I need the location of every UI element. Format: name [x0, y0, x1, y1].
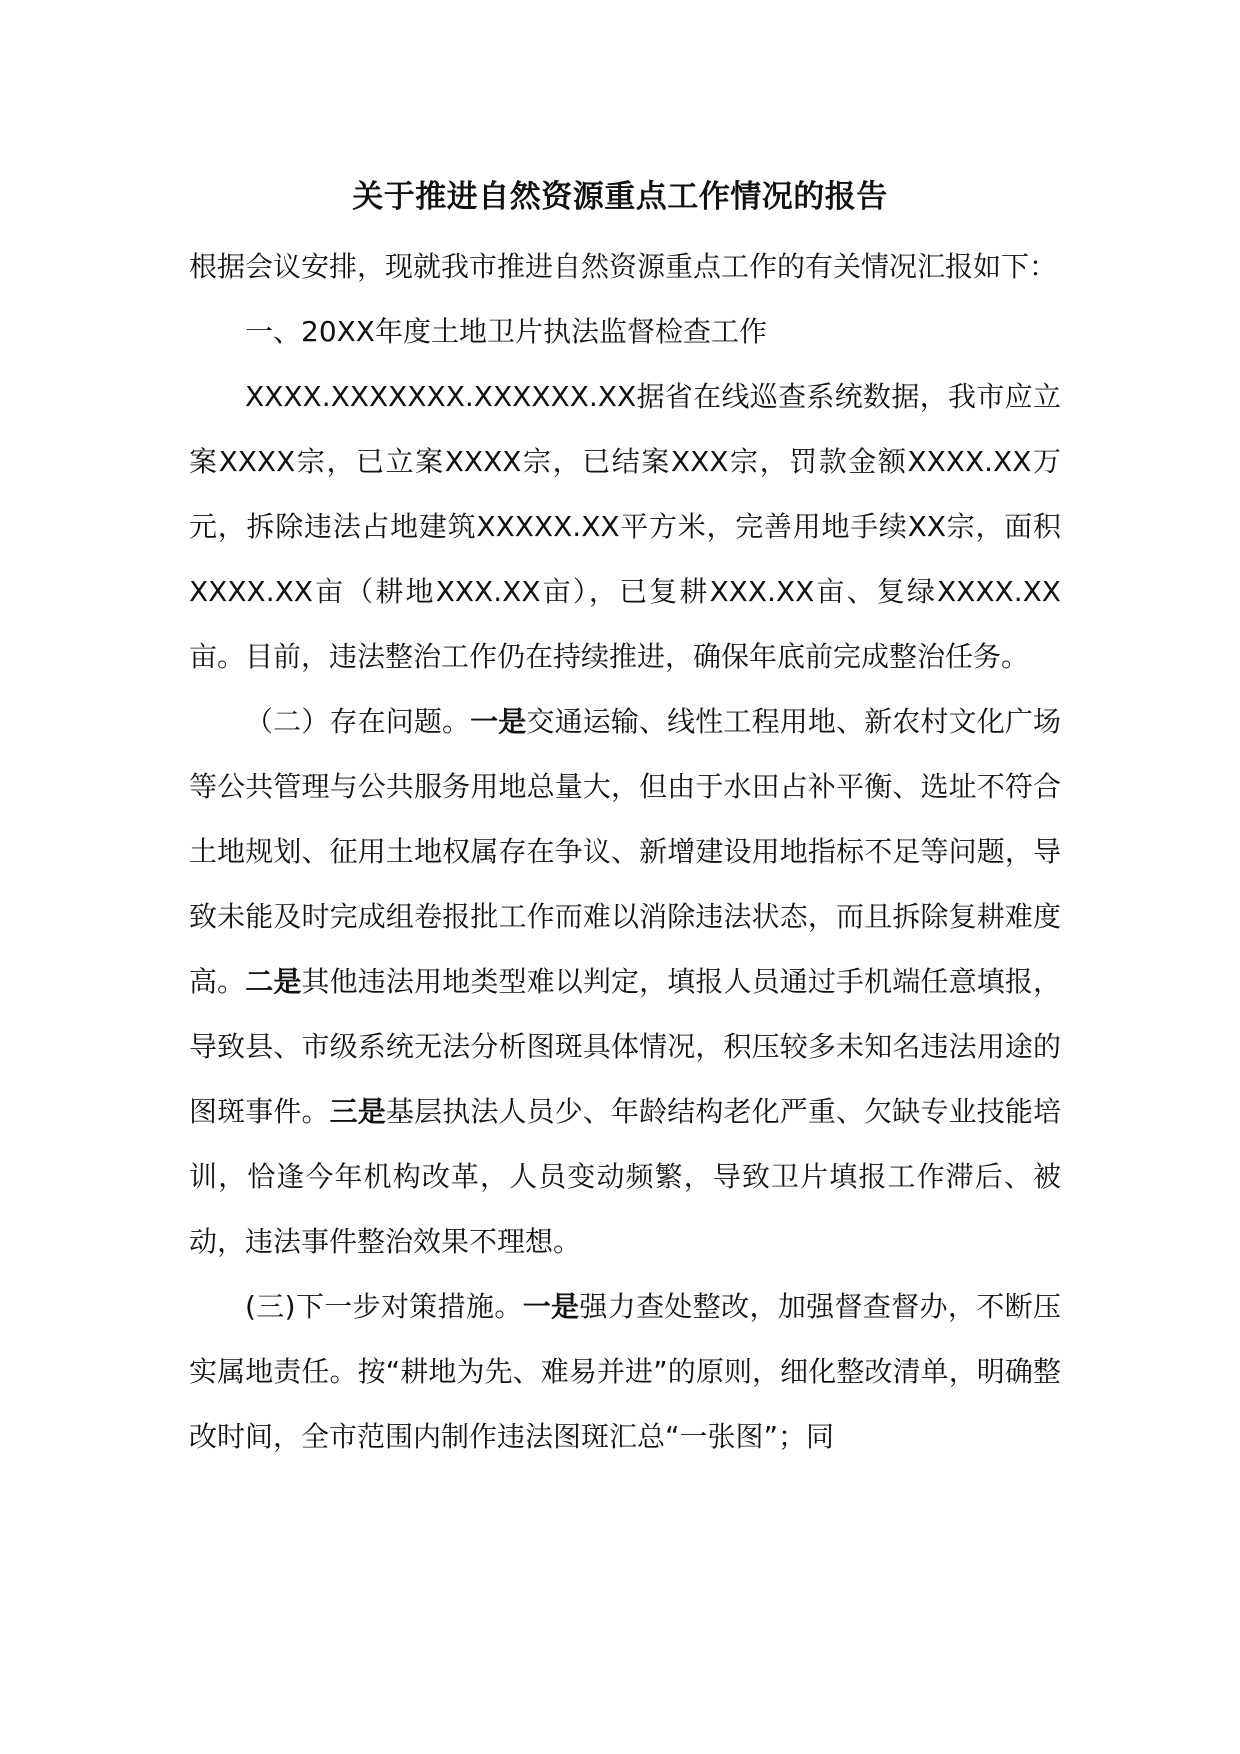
measure-lead-1: 一是 [522, 1290, 580, 1323]
problem-text-1: 交通运输、线性工程用地、新农村文化广场等公共管理与公共服务用地总量大，但由于水田占补平衡、选址不符合土地规划、征用土地权属存在争议、新增建设用地指标不足等问题，导致未能及时完成组卷报批工作而难以消除违法状态，而且拆除复耕难度高。 [189, 705, 1061, 998]
document-body [189, 234, 1061, 1469]
measures-paragraph [189, 1274, 1061, 1469]
document-title: 关于推进自然资源重点工作情况的报告 [352, 179, 888, 215]
problem-lead-3: 三是 [329, 1095, 386, 1128]
measure-text-1: 强力查处整改，加强督查督办，不断压实属地责任。按“耕地为先、难易并进”的原则，细化整改清单，明确整改时间，全市范围内制作违法图斑汇总“一张图”；同 [189, 1290, 1061, 1453]
problem-text-2: 其他违法用地类型难以判定，填报人员通过手机端任意填报，导致县、市级系统无法分析图斑具体情况，积压较多未知名违法用途的图斑事件。 [189, 965, 1061, 1128]
section-heading: 一、20XX年度土地卫片执法监督检查工作 [245, 315, 767, 348]
measures-heading: (三)下一步对策措施。 [245, 1290, 523, 1323]
problems-heading: （二）存在问题。 [245, 705, 471, 738]
problem-lead-1: 一是 [470, 705, 527, 738]
problem-lead-2: 二是 [245, 965, 302, 998]
statistics-paragraph: XXXX.XXXXXXX.XXXXXX.XX据省在线巡查系统数据，我市应立案XXXX宗，已立案XXXX宗，已结案XXX宗，罚款金额XXXX.XX万元，拆除违法占地建筑XXXXX.XX平方米，完善用地手续XX宗，面积XXXX.XX亩（耕地XXX.XX亩），已复耕XXX.XX亩、复绿XXXX.XX亩。目前，违法整治工作仍在持续推进，确保年底前完成整治任务。 [189, 380, 1061, 673]
problem-text-3: 基层执法人员少、年龄结构老化严重、欠缺专业技能培训，恰逢今年机构改革，人员变动频繁，导致卫片填报工作滞后、被动，违法事件整治效果不理想。 [189, 1095, 1061, 1258]
intro-paragraph: 根据会议安排，现就我市推进自然资源重点工作的有关情况汇报如下： [189, 250, 1058, 283]
problems-paragraph [189, 689, 1061, 1274]
